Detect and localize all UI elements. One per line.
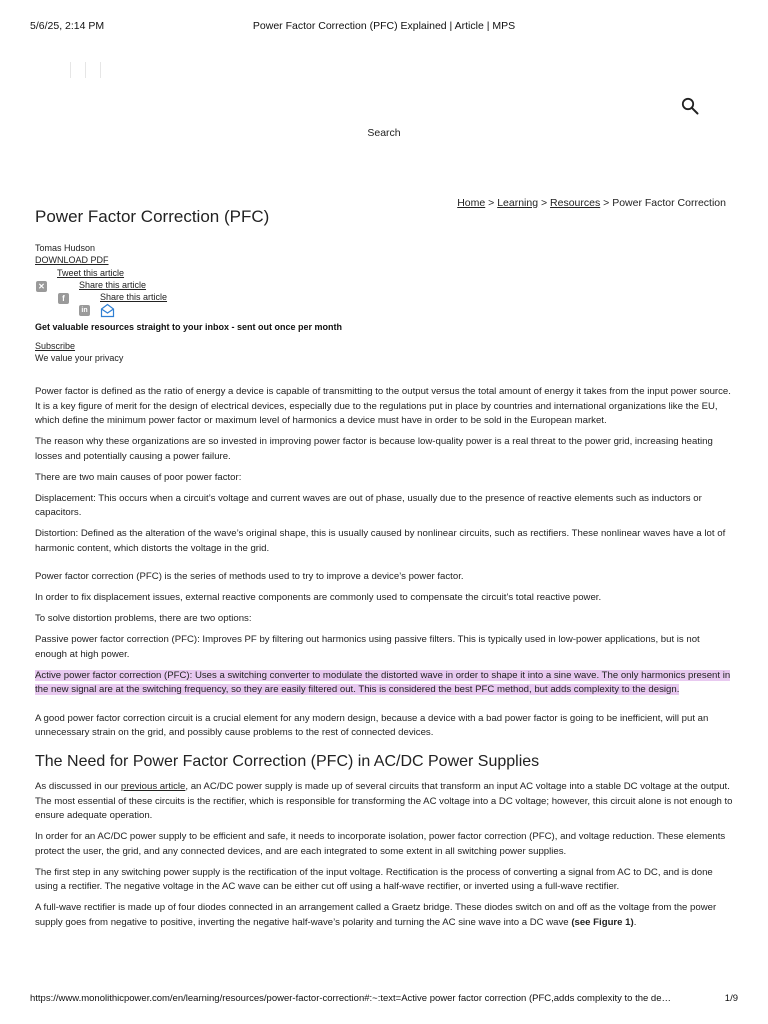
search-icon[interactable] <box>681 97 699 115</box>
paragraph-text: . <box>633 916 637 928</box>
article-paragraph: To solve distortion problems, there are two options: <box>35 613 252 624</box>
breadcrumb-learning[interactable]: Learning <box>497 197 539 209</box>
breadcrumb-home[interactable]: Home <box>457 197 486 209</box>
newsletter-heading: Get valuable resources straight to your inbox - sent out once per month <box>35 322 343 332</box>
site-logo[interactable] <box>70 62 140 80</box>
print-datetime: 5/6/25, 2:14 PM <box>30 20 105 32</box>
article-body <box>35 385 733 937</box>
linkedin-icon[interactable]: in <box>79 305 90 316</box>
article-meta <box>35 242 109 266</box>
breadcrumb-separator: > <box>485 197 498 209</box>
download-pdf-link[interactable]: DOWNLOAD PDF <box>35 255 109 265</box>
previous-article-link[interactable]: previous article <box>120 781 186 792</box>
article-paragraph: Displacement: This occurs when a circuit’s voltage and current waves are out of phase, usually due to the presence of reactive elements such as inductors or capacitors. <box>35 492 702 518</box>
share-article-link-facebook[interactable]: Share this article <box>79 280 147 290</box>
page-title: Power Factor Correction (PFC) <box>35 207 270 226</box>
tweet-article-link[interactable]: Tweet this article <box>57 268 125 278</box>
article-paragraph <box>35 901 733 930</box>
breadcrumb <box>457 197 726 209</box>
article-paragraph: The first step in any switching power supply is the rectification of the input voltage. Rectification is the process of converting a signal from AC to DC, and is done using a rectifier. The negative voltage in the AC wave can be either cut off using a half-wave rectifier, or inverted using a full-wave rectifier. <box>35 866 713 892</box>
print-url: https://www.monolithicpower.com/en/learning/resources/power-factor-correction#:~:text=Active power factor correction (PFC,adds complexity to the de… <box>30 993 671 1004</box>
article-paragraph: Power factor is defined as the ratio of energy a device is capable of transmitting to the output versus the total amount of energy it takes from the input power source. It is a key figure of merit for the design of electrical devices, especially due to the regulations put in place by countries and international organizations like the EU, which define the minimum power factor or maximum level of harmonics a device must have in order to be sold in the European market. <box>35 386 731 426</box>
paragraph-text: , an AC/DC power supply is made up of several circuits that transform an input AC voltage into a stable DC voltage at the output. The most essential of these circuits is the rectifier, which is responsible for transforming the AC voltage into a DC voltage; however, this circuit alone is not enough to ensure adequate operation. <box>35 781 733 821</box>
breadcrumb-separator: > <box>538 197 551 209</box>
print-page-title: Power Factor Correction (PFC) Explained | Article | MPS <box>252 20 516 32</box>
facebook-icon[interactable]: f <box>58 293 69 304</box>
article-paragraph-highlighted <box>35 669 733 698</box>
article-paragraph: In order to fix displacement issues, external reactive components are commonly used to compensate the circuit’s total reactive power. <box>35 592 602 603</box>
article-paragraph: There are two main causes of poor power factor: <box>35 471 242 483</box>
highlighted-text: Active power factor correction (PFC): Uses a switching converter to modulate the distorted wave in order to shape it into a sine wave. The only harmonics present in the new signal are at the switching frequency, so they are easily filtered out. This is considered the best PFC method, but adds complexity to the design. <box>35 669 731 695</box>
article-paragraph: A good power factor correction circuit is a crucial element for any modern design, because a device with a bad power factor is going to be inefficient, will put an unnecessary strain on the grid, and possibly cause problems to the rest of connected devices. <box>35 712 709 738</box>
article-paragraph: In order for an AC/DC power supply to be efficient and safe, it needs to incorporate isolation, power factor correction (PFC), and voltage reduction. These elements protect the user, the grid, and any connected devices, and are each integrated to some extent in all switching power supplies. <box>35 831 726 857</box>
article-paragraph: Power factor correction (PFC) is the series of methods used to try to improve a device’s power factor. <box>35 571 464 582</box>
share-article-link-linkedin[interactable]: Share this article <box>100 292 168 302</box>
breadcrumb-current: Power Factor Correction <box>612 197 726 209</box>
mail-icon[interactable] <box>100 303 115 318</box>
subscribe-link[interactable]: Subscribe <box>35 341 76 351</box>
article-paragraph: Passive power factor correction (PFC): Improves PF by filtering out harmonics using passive filters. This is typically used in low-power applications, but is not enough at high power. <box>35 634 700 660</box>
page-number: 1/9 <box>724 993 738 1004</box>
article-paragraph: The reason why these organizations are so invested in improving power factor is because low-quality power is a real threat to the power grid, increasing heating losses and potentially causing a power failure. <box>35 436 713 462</box>
paragraph-text: A full-wave rectifier is made up of four diodes connected in an arrangement called a Graetz bridge. These diodes switch on and off as the voltage from the power supply goes from negative to positive, inverting the negative half-wave’s polarity and turning the AC sine wave into a DC wave <box>35 902 717 928</box>
article-paragraph <box>35 780 733 824</box>
author-name: Tomas Hudson <box>35 243 96 253</box>
search-label[interactable]: Search <box>367 127 401 139</box>
section-heading: The Need for Power Factor Correction (PFC) in AC/DC Power Supplies <box>35 752 540 770</box>
figure-reference: (see Figure 1) <box>571 916 634 928</box>
paragraph-text: As discussed in our <box>35 781 121 792</box>
breadcrumb-separator: > <box>600 197 613 209</box>
privacy-note: We value your privacy <box>35 353 124 363</box>
x-icon[interactable]: ✕ <box>36 281 47 292</box>
article-paragraph: Distortion: Defined as the alteration of the wave’s original shape, this is usually caused by nonlinear circuits, such as rectifiers. These nonlinear waves have a lot of harmonic content, which distorts the voltage in the grid. <box>35 528 726 554</box>
breadcrumb-resources[interactable]: Resources <box>550 197 601 209</box>
